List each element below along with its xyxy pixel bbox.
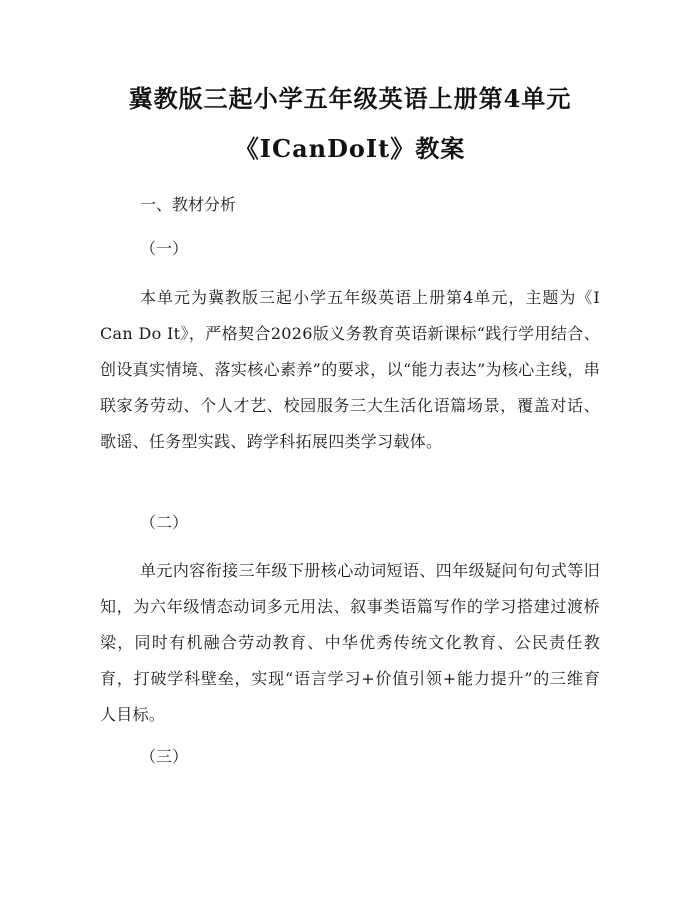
- subsection-marker-3: （三）: [140, 747, 189, 766]
- subsection-marker-2: （二）: [140, 513, 189, 532]
- section-heading-textbook-analysis: 一、教材分析: [140, 195, 237, 214]
- paragraph-1: 本单元为冀教版三起小学五年级英语上册第4单元，主题为《I Can Do It》，严格契合2026版义务教育英语新课标“践行学用结合、创设真实情境、落实核心素养”的要求，以“能力表达”为核心主线，串联家务劳动、个人才艺、校园服务三大生活化语篇场景，覆盖对话、歌谣、任务型实践、跨学科拓展四类学习载体。: [100, 288, 600, 451]
- paragraph-2: 单元内容衔接三年级下册核心动词短语、四年级疑问句句式等旧知，为六年级情态动词多元用法、叙事类语篇写作的学习搭建过渡桥梁，同时有机融合劳动教育、中华优秀传统文化教育、公民责任教育，打破学科壁垒，实现“语言学习+价值引领+能力提升”的三维育人目标。: [100, 561, 600, 724]
- document-title-line-2: 《ICanDoIt》教案: [234, 134, 466, 163]
- subsection-marker-1: （一）: [140, 239, 189, 258]
- document-title-line-1: 冀教版三起小学五年级英语上册第4单元: [128, 84, 572, 113]
